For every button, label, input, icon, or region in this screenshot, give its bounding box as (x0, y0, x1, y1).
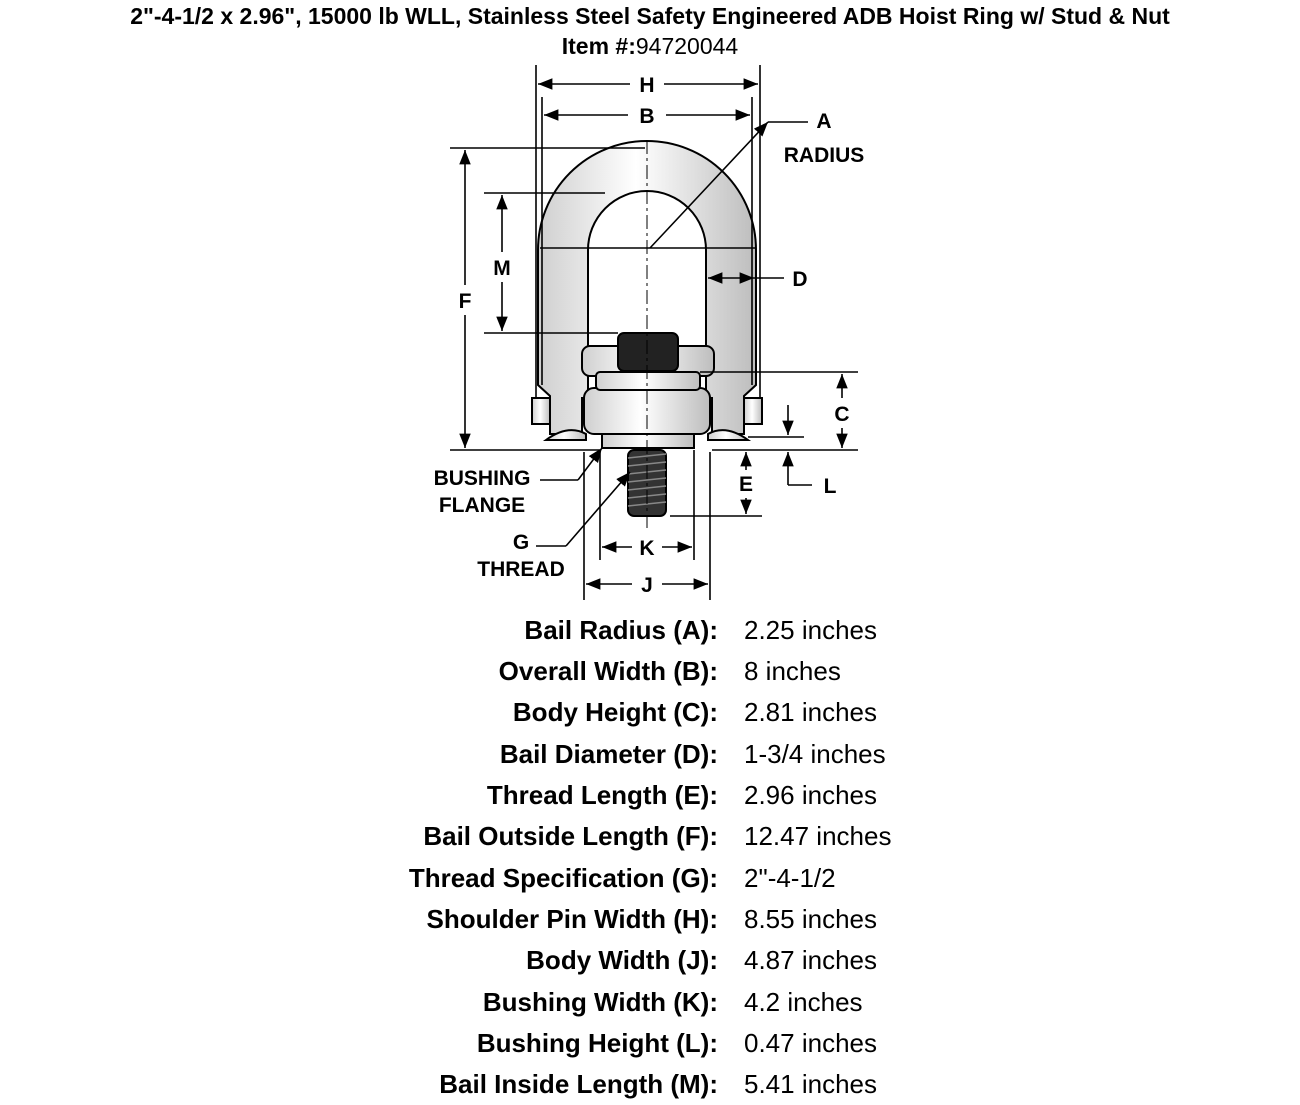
label-m: M (493, 257, 511, 280)
spec-row (0, 982, 1300, 1023)
spec-value: 2.25 inches (744, 615, 877, 645)
spec-value: 2.96 inches (744, 780, 877, 810)
label-flange: FLANGE (438, 494, 526, 517)
spec-row (0, 775, 1300, 816)
spec-label: Bail Inside Length (M): (439, 1069, 718, 1099)
label-j: J (641, 574, 653, 597)
socket-head (618, 333, 678, 371)
spec-value: 5.41 inches (744, 1069, 877, 1099)
spec-label: Body Width (J): (526, 945, 718, 975)
label-radius: RADIUS (783, 144, 865, 167)
spec-row (0, 899, 1300, 940)
spec-label: Overall Width (B): (498, 656, 718, 686)
spec-label: Bail Radius (A): (524, 615, 718, 645)
spec-value: 2"-4-1/2 (744, 863, 836, 893)
label-k: K (639, 537, 655, 560)
label-e: E (738, 473, 754, 496)
spec-label: Shoulder Pin Width (H): (426, 904, 718, 934)
spec-row (0, 1023, 1300, 1064)
spec-value: 12.47 inches (744, 821, 892, 851)
label-g: G (512, 531, 530, 554)
spec-value: 4.87 inches (744, 945, 877, 975)
label-bushing: BUSHING (433, 467, 531, 490)
label-b: B (639, 105, 655, 128)
spec-label: Bushing Width (K): (482, 987, 718, 1017)
label-f: F (458, 290, 472, 313)
shoulder-pin-right (744, 398, 762, 424)
label-h: H (639, 74, 655, 97)
page-title: 2"-4-1/2 x 2.96", 15000 lb WLL, Stainless Steel Safety Engineered ADB Hoist Ring w/ Stud & Nut (130, 3, 1170, 29)
bushing-flange (602, 434, 694, 448)
spec-row (0, 816, 1300, 857)
spec-label: Bail Diameter (D): (499, 739, 718, 769)
spec-label: Bail Outside Length (F): (423, 821, 718, 851)
label-a: A (816, 110, 832, 133)
spec-row (0, 610, 1300, 651)
shoulder-pin-left (532, 398, 550, 424)
spec-row (0, 1064, 1300, 1105)
spec-label: Bushing Height (L): (476, 1028, 718, 1058)
label-c: C (834, 403, 850, 426)
spec-value: 8.55 inches (744, 904, 877, 934)
spec-row (0, 651, 1300, 692)
label-d: D (792, 268, 808, 291)
spec-value: 4.2 inches (744, 987, 863, 1017)
spec-label: Thread Length (E): (486, 780, 718, 810)
spec-row (0, 692, 1300, 733)
spec-label: Body Height (C): (512, 697, 718, 727)
spec-row (0, 734, 1300, 775)
spec-label: Thread Specification (G): (408, 863, 718, 893)
spec-value: 2.81 inches (744, 697, 877, 727)
spec-row (0, 940, 1300, 981)
label-l: L (823, 475, 837, 498)
spec-row (0, 858, 1300, 899)
spec-value: 1-3/4 inches (744, 739, 886, 769)
spec-value: 8 inches (744, 656, 841, 686)
label-thread: THREAD (477, 558, 565, 581)
item-number-value: 94720044 (635, 33, 739, 59)
spec-value: 0.47 inches (744, 1028, 877, 1058)
item-number-label: Item #: (561, 33, 636, 59)
washer (596, 372, 700, 390)
